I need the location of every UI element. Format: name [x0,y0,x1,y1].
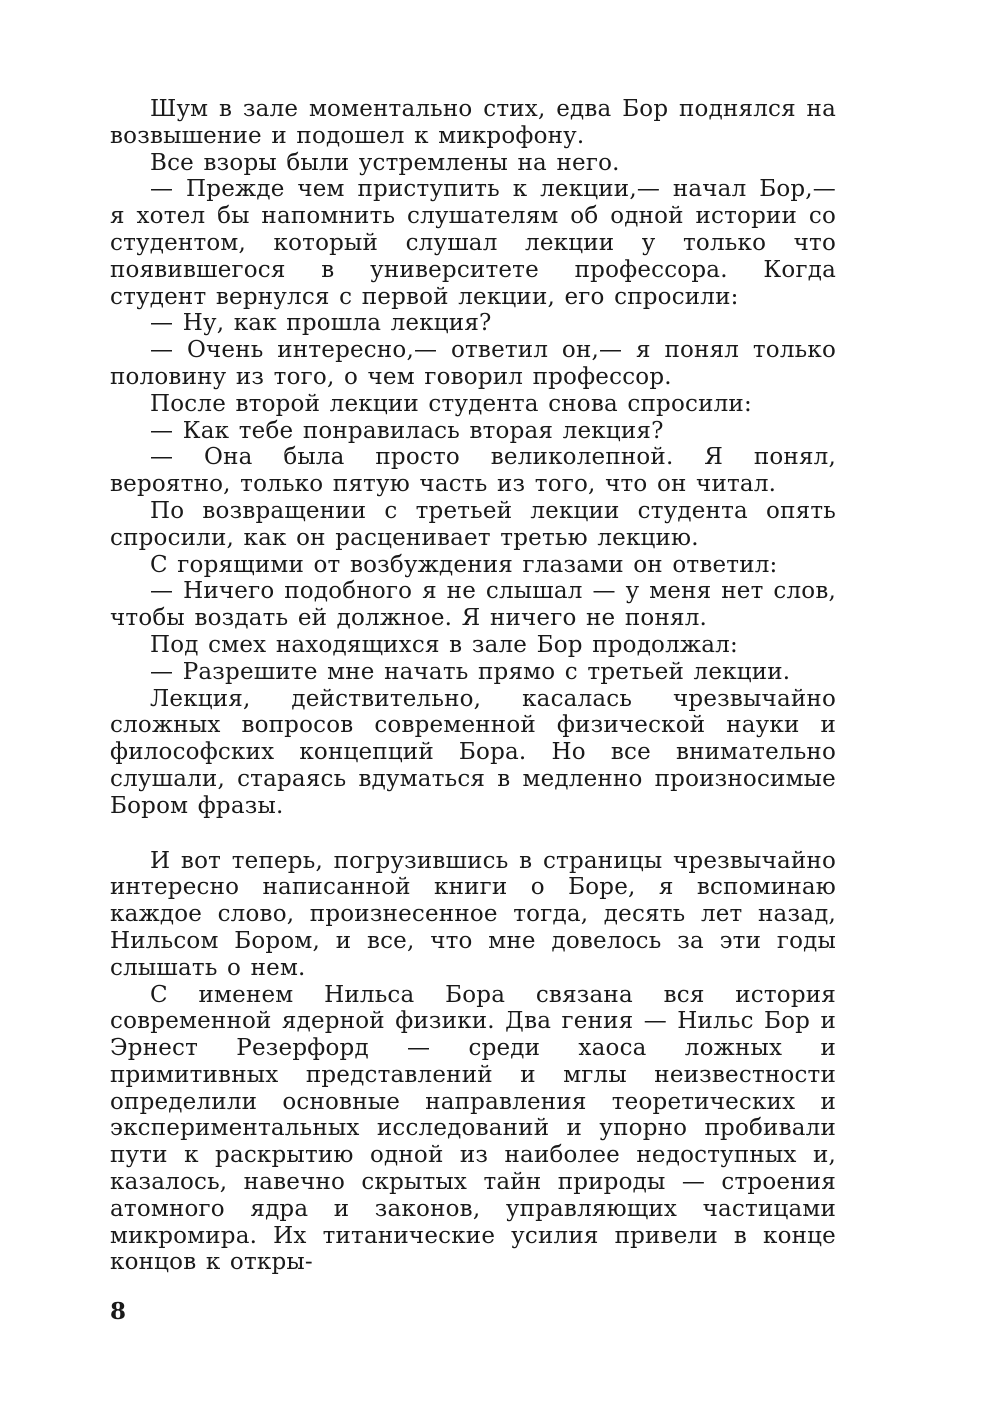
page-text [110,96,836,1276]
paragraph-11: — Ничего подобного я не слышал — у меня нет слов, чтобы воздать ей должное. Я ничего не понял. [110,578,836,632]
paragraph-8: — Она была просто великолепной. Я понял, вероятно, только пятую часть из того, что он читал. [110,444,836,498]
paragraph-3: — Прежде чем приступить к лекции,— начал Бор,— я хотел бы напомнить слушателям об одной истории со студентом, который слушал лекции у только что появившегося в университете профессора. Когда студент вернулся с первой лекции, его спросили: [110,176,836,310]
paragraph-2: Все взоры были устремлены на него. [150,149,620,176]
paragraph-10: С горящими от возбуждения глазами он ответил: [150,551,778,578]
paragraph-16: С именем Нильса Бора связана вся история современной ядерной физики. Два гения — Нильс Бор и Эрнест Резерфорд — среди хаоса ложных и примитивных представлений и мглы неизвестности определили основные направления теоретических и экспериментальных исследований и упорно пробивали пути к раскрытию одной из наиболее недоступных и, казалось, навечно скрытых тайн природы — строения атомного ядра и законов, управляющих частицами микромира. Их титанические усилия привели в конце концов к откры- [110,981,836,1276]
paragraph-12: Под смех находящихся в зале Бор продолжал: [150,631,738,658]
paragraph-15: И вот теперь, погрузившись в страницы чрезвычайно интересно написанной книги о Боре, я вспоминаю каждое слово, произнесенное тогда, десять лет назад, Нильсом Бором, и все, что мне довелось за эти годы слышать о нем. [110,847,836,981]
paragraph-5: — Очень интересно,— ответил он,— я понял только половину из того, о чем говорил профессор. [110,337,836,390]
paragraph-4: — Ну, как прошла лекция? [150,310,492,337]
paragraph-9: По возвращении с третьей лекции студента опять спросили, как он расценивает третью лекцию. [110,497,836,551]
paragraph-6: После второй лекции студента снова спросили: [150,390,752,417]
paragraph-7: — Как тебе понравилась вторая лекция? [150,417,664,444]
paragraph-13: — Разрешите мне начать прямо с третьей лекции. [150,658,791,685]
page-number: 8 [110,1298,127,1325]
paragraph-14: Лекция, действительно, касалась чрезвычайно сложных вопросов современной физической науки и философских концепций Бора. Но все внимательно слушали, стараясь вдуматься в медленно произносимые Бором фразы. [110,685,836,819]
paragraph-1: Шум в зале моментально стих, едва Бор поднялся на возвышение и подошел к микрофону. [110,96,836,149]
book-page [110,96,836,1276]
